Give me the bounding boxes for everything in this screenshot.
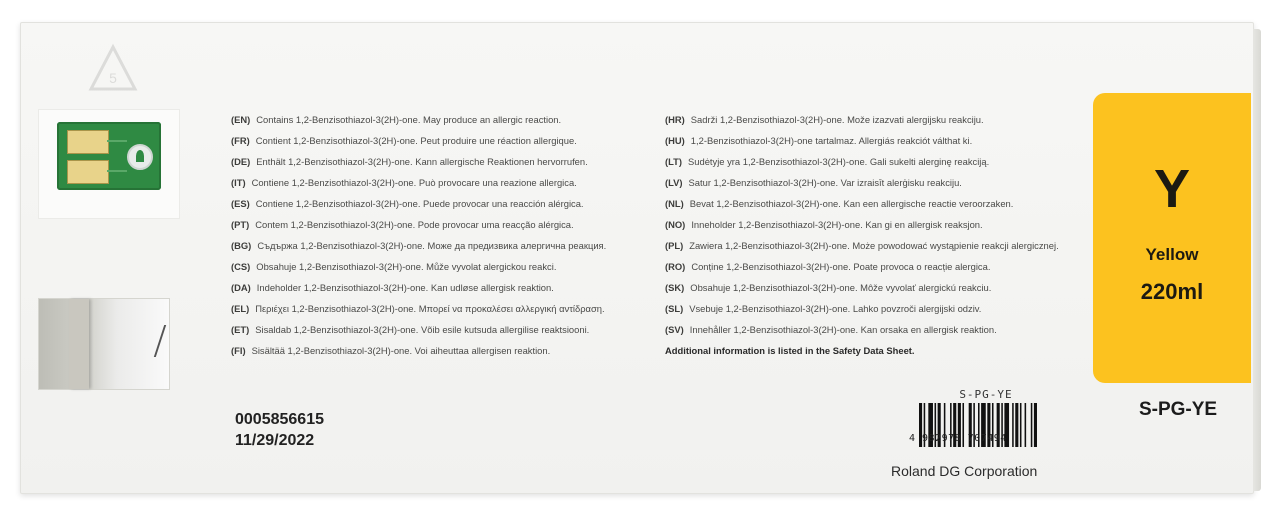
- warning-line: [231, 340, 671, 361]
- warning-line: [231, 277, 671, 298]
- warning-line: [665, 319, 1085, 340]
- warning-line: [665, 172, 1085, 193]
- barcode-digits: 4 982978 707494: [909, 433, 1007, 444]
- additional-info: Additional information is listed in the Safety Data Sheet.: [665, 345, 915, 356]
- warning-line: [231, 235, 671, 256]
- warning-text: Inneholder 1,2-Benzisothiazol-3(2H)-one. Kan gi en allergisk reaksjon.: [691, 219, 983, 230]
- svg-text:5: 5: [109, 70, 117, 86]
- warning-text: Zawiera 1,2-Benzisothiazol-3(2H)-one. Może powodować wystąpienie reakcji alergicznej.: [689, 240, 1059, 251]
- warning-text: Sudėtyje yra 1,2-Benzisothiazol-3(2H)-one. Gali sukelti alerginę reakciją.: [688, 156, 990, 167]
- ink-cartridge-label: [20, 22, 1254, 494]
- language-code: (PL): [665, 240, 684, 251]
- language-code: (CS): [231, 261, 251, 272]
- warning-text: Περιέχει 1,2-Benzisothiazol-3(2H)-one. Μπορεί να προκαλέσει αλλεργική αντίδραση.: [255, 303, 605, 314]
- warning-text: Contiene 1,2-Benzisothiazol-3(2H)-one. Può provocare una reazione allergica.: [251, 177, 577, 188]
- warning-text: Enthält 1,2-Benzisothiazol-3(2H)-one. Kann allergische Reaktionen hervorrufen.: [256, 156, 588, 167]
- warning-line: [231, 151, 671, 172]
- language-code: (BG): [231, 240, 252, 251]
- language-code: (EN): [231, 114, 251, 125]
- product-code: S-PG-YE: [1138, 399, 1218, 420]
- language-code: (SL): [665, 303, 684, 314]
- language-code: (LV): [665, 177, 683, 188]
- language-code: (HR): [665, 114, 685, 125]
- ink-volume: 220ml: [1140, 279, 1204, 304]
- warning-line: [665, 235, 1085, 256]
- warning-text: 1,2-Benzisothiazol-3(2H)-one tartalmaz. Allergiás reakciót válthat ki.: [690, 135, 973, 146]
- warning-text: Obsahuje 1,2-Benzisothiazol-3(2H)-one. Může vyvolat alergickou reakci.: [256, 261, 557, 272]
- color-letter: Y: [1153, 159, 1191, 219]
- language-code: (RO): [665, 261, 686, 272]
- warning-text: Bevat 1,2-Benzisothiazol-3(2H)-one. Kan een allergische reactie veroorzaken.: [689, 198, 1014, 209]
- warning-text: Conține 1,2-Benzisothiazol-3(2H)-one. Poate provoca o reacție alergica.: [691, 261, 991, 272]
- warning-text: Съдържа 1,2-Benzisothiazol-3(2H)-one. Може да предизвика алергична реакция.: [257, 240, 607, 251]
- cartridge-edge: [1253, 29, 1261, 491]
- language-code: (SK): [665, 282, 685, 293]
- warning-text: Sisaldab 1,2-Benzisothiazol-3(2H)-one. Võib esile kutsuda allergilise reaktsiooni.: [255, 324, 590, 335]
- language-code: (ET): [231, 324, 250, 335]
- company-name: Roland DG Corporation: [891, 463, 1038, 479]
- warning-line: [665, 151, 1085, 172]
- language-code: (PT): [231, 219, 250, 230]
- warning-line: [231, 298, 671, 319]
- language-code: (EL): [231, 303, 250, 314]
- warning-line: [231, 256, 671, 277]
- language-code: (DE): [231, 156, 251, 167]
- warning-line: [231, 109, 671, 130]
- serial-and-date: [235, 409, 324, 451]
- chip-board: [57, 122, 161, 190]
- manufacture-date: 11/29/2022: [235, 432, 315, 449]
- color-name: Yellow: [1145, 245, 1199, 264]
- language-code: (ES): [231, 198, 250, 209]
- warning-text: Contem 1,2-Benzisothiazol-3(2H)-one. Pode provocar uma reacção alérgica.: [255, 219, 574, 230]
- warning-line: [231, 130, 671, 151]
- warning-text-left-column: [231, 109, 671, 361]
- language-code: (LT): [665, 156, 683, 167]
- warning-line: [231, 193, 671, 214]
- language-code: (SV): [665, 324, 684, 335]
- warning-line: [231, 214, 671, 235]
- warning-line: [665, 277, 1085, 298]
- color-panel: [1093, 93, 1251, 383]
- warning-text: Satur 1,2-Benzisothiazol-3(2H)-one. Var izraisīt alerģisku reakciju.: [688, 177, 962, 188]
- warning-line: [665, 130, 1085, 151]
- language-code: (NL): [665, 198, 684, 209]
- ic-chip-icon: [38, 109, 180, 219]
- warning-text: Indeholder 1,2-Benzisothiazol-3(2H)-one. Kan udløse allergisk reaktion.: [256, 282, 554, 293]
- warning-line: [665, 214, 1085, 235]
- ink-level-window: [38, 298, 170, 390]
- serial-number: 0005856615: [235, 411, 324, 428]
- language-code: (FI): [231, 345, 246, 356]
- chip-logo-icon: [127, 144, 153, 170]
- language-code: (HU): [665, 135, 685, 146]
- warning-line: [665, 256, 1085, 277]
- warning-text: Contains 1,2-Benzisothiazol-3(2H)-one. May produce an allergic reaction.: [256, 114, 562, 125]
- warning-text: Innehåller 1,2-Benzisothiazol-3(2H)-one. Kan orsaka en allergisk reaktion.: [689, 324, 997, 335]
- language-code: (IT): [231, 177, 246, 188]
- language-code: (DA): [231, 282, 251, 293]
- warning-text: Contiene 1,2-Benzisothiazol-3(2H)-one. Puede provocar una reacción alérgica.: [255, 198, 584, 209]
- warning-text-right-column: [665, 109, 1085, 361]
- warning-text: Contient 1,2-Benzisothiazol-3(2H)-one. Peut produire une réaction allergique.: [255, 135, 577, 146]
- warning-line: [665, 193, 1085, 214]
- language-code: (FR): [231, 135, 250, 146]
- recycle-triangle-icon: [87, 43, 139, 95]
- warning-text: Sisältää 1,2-Benzisothiazol-3(2H)-one. Voi aiheuttaa allergisen reaktion.: [251, 345, 551, 356]
- warning-line: [231, 172, 671, 193]
- language-code: (NO): [665, 219, 686, 230]
- warning-line: [231, 319, 671, 340]
- barcode-label: S-PG-YE: [959, 388, 1013, 401]
- warning-text: Vsebuje 1,2-Benzisothiazol-3(2H)-one. Lahko povzroči alergijski odziv.: [689, 303, 982, 314]
- warning-text: Obsahuje 1,2-Benzisothiazol-3(2H)-one. Môže vyvolať alergickú reakciu.: [690, 282, 992, 293]
- warning-text: Sadrži 1,2-Benzisothiazol-3(2H)-one. Može izazvati alergijsku reakciju.: [690, 114, 984, 125]
- warning-line: [665, 109, 1085, 130]
- warning-line: [665, 298, 1085, 319]
